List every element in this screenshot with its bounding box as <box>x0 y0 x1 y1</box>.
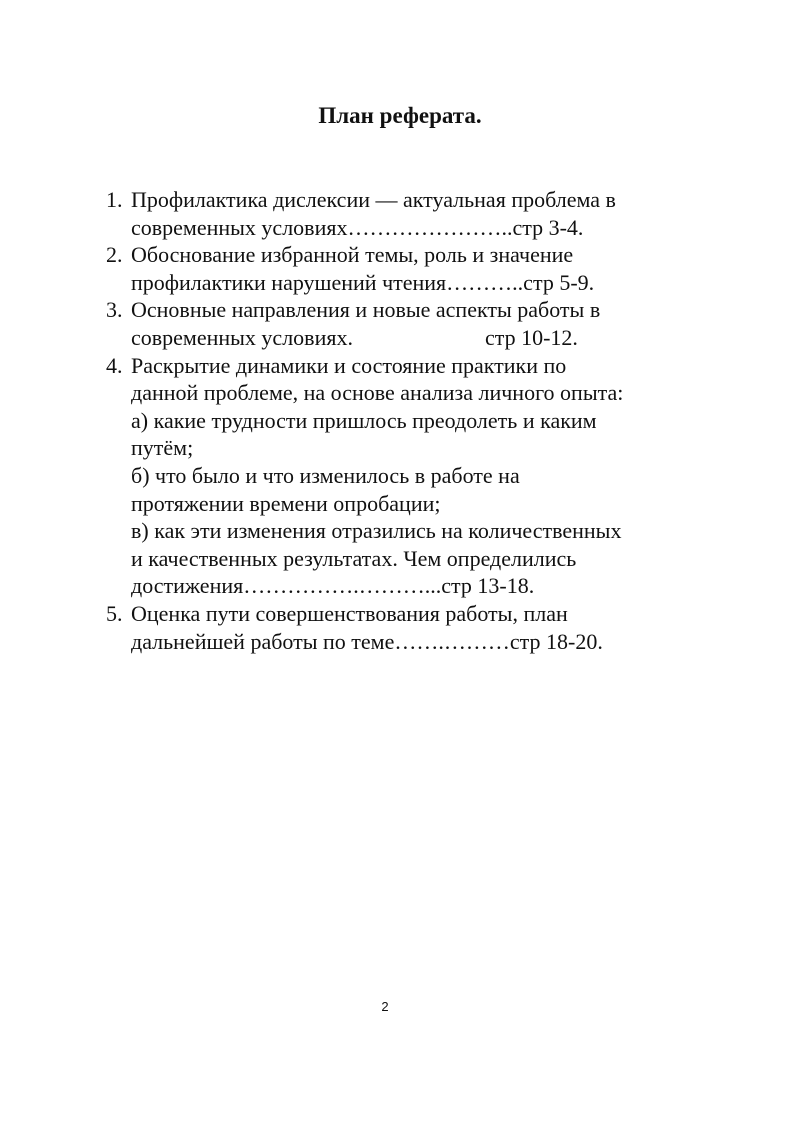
plan-item-5 <box>0 600 800 655</box>
plan-item-line: Оценка пути совершенствования работы, план <box>131 600 568 626</box>
plan-item-line: а) какие трудности пришлось преодолеть и каким <box>131 407 597 433</box>
plan-item-line: Обоснование избранной темы, роль и значение <box>131 242 574 268</box>
plan-item-line: дальнейшей работы по теме…….………стр 18-20. <box>131 628 603 654</box>
plan-item-number: 4. <box>106 352 123 378</box>
page-title: План реферата. <box>318 103 482 128</box>
plan-item-line: б) что было и что изменилось в работе на <box>131 462 520 488</box>
plan-item-line: Профилактика дислексии — актуальная проблема в <box>131 187 616 212</box>
plan-item-line: и качественных результатах. Чем определились <box>131 545 577 571</box>
plan-item-number: 2. <box>106 242 123 268</box>
plan-item-line: Раскрытие динамики и состояние практики по <box>131 352 567 378</box>
plan-item-line: Основные направления и новые аспекты работы в <box>131 297 601 323</box>
plan-item-3 <box>0 296 800 351</box>
plan-item-2 <box>0 241 800 296</box>
plan-list <box>0 186 800 655</box>
plan-item-1 <box>0 186 800 241</box>
plan-item-number: 1. <box>106 187 123 212</box>
plan-item-line: современных условиях. стр 10-12. <box>131 324 578 350</box>
page-number: 2 <box>381 999 389 1014</box>
plan-item-line: достижения…………….………...стр 13-18. <box>131 573 535 599</box>
plan-item-line: протяжении времени опробации; <box>131 490 441 516</box>
plan-item-4 <box>0 352 800 600</box>
plan-item-line: путём; <box>131 435 194 461</box>
plan-item-line: профилактики нарушений чтения………..стр 5-9. <box>131 269 595 295</box>
plan-item-line: в) как эти изменения отразились на количественных <box>131 518 622 544</box>
plan-item-line: современных условиях…………………..стр 3-4. <box>131 214 584 240</box>
plan-item-line: данной проблеме, на основе анализа личного опыта: <box>131 380 624 406</box>
plan-item-number: 3. <box>106 297 123 323</box>
plan-item-number: 5. <box>106 600 123 626</box>
